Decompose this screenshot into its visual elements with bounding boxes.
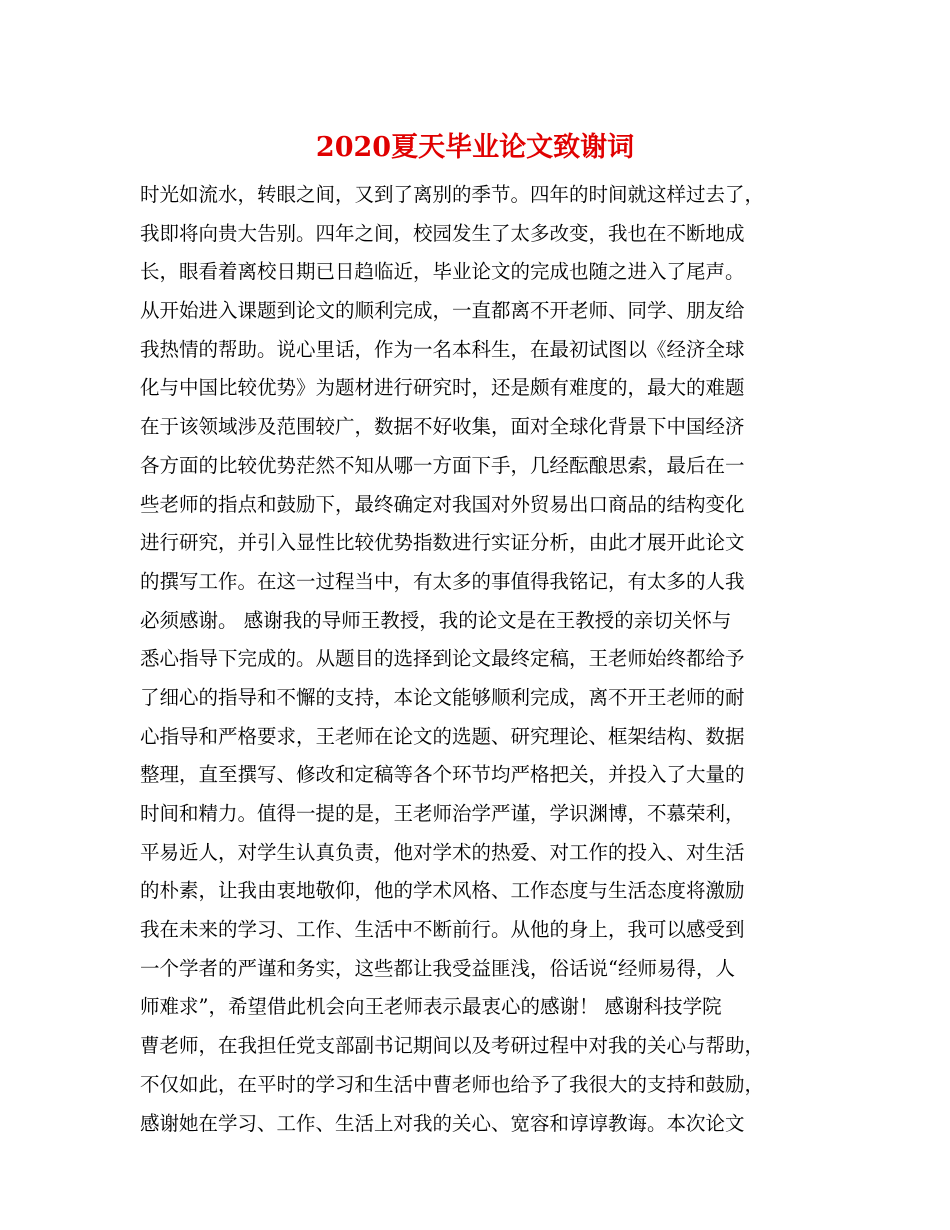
body-line: 一个学者的严谨和务实，这些都让我受益匪浅，俗话说“经师易得，人 bbox=[140, 956, 735, 980]
body-line: 进行研究，并引入显性比较优势指数进行实证分析，由此才展开此论文 bbox=[140, 531, 745, 555]
body-line: 我在未来的学习、工作、生活中不断前行。从他的身上，我可以感受到 bbox=[140, 918, 745, 942]
body-line: 了细心的指导和不懈的支持，本论文能够顺利完成，离不开王老师的耐 bbox=[140, 685, 745, 709]
body-line: 时光如流水，转眼之间，又到了离别的季节。四年的时间就这样过去了， bbox=[140, 183, 765, 206]
body-line: 从开始进入课题到论文的顺利完成，一直都离不开老师、同学、朋友给 bbox=[140, 299, 745, 323]
body-line: 时间和精力。值得一提的是，王老师治学严谨，学识渊博，不慕荣利， bbox=[140, 802, 745, 825]
body-line: 化与中国比较优势》为题材进行研究时，还是颇有难度的，最大的难题 bbox=[140, 376, 745, 400]
body-line: 在于该领域涉及范围较广，数据不好收集，面对全球化背景下中国经济 bbox=[140, 415, 745, 439]
body-line: 我热情的帮助。说心里话，作为一名本科生，在最初试图以《经济全球 bbox=[140, 337, 745, 361]
body-line: 感谢她在学习、工作、生活上对我的关心、宽容和谆谆教诲。本次论文 bbox=[140, 1111, 745, 1135]
body-line: 的朴素，让我由衷地敬仰，他的学术风格、工作态度与生活态度将激励 bbox=[140, 879, 745, 903]
document-body bbox=[140, 176, 820, 1143]
body-line: 整理，直至撰写、修改和定稿等各个环节均严格把关，并投入了大量的 bbox=[140, 763, 745, 787]
document-title: 2020夏天毕业论文致谢词 bbox=[315, 132, 635, 163]
body-line: 必须感谢。 感谢我的导师王教授，我的论文是在王教授的亲切关怀与 bbox=[140, 608, 732, 632]
body-line: 悉心指导下完成的。从题目的选择到论文最终定稿，王老师始终都给予 bbox=[140, 647, 745, 671]
body-line: 长，眼看着离校日期已日趋临近，毕业论文的完成也随之进入了尾声。 bbox=[140, 260, 745, 284]
body-line: 平易近人，对学生认真负责，他对学术的热爱、对工作的投入、对生活 bbox=[140, 840, 745, 864]
body-line: 些老师的指点和鼓励下，最终确定对我国对外贸易出口商品的结构变化 bbox=[140, 492, 745, 516]
body-line: 的撰写工作。在这一过程当中，有太多的事值得我铭记，有太多的人我 bbox=[140, 569, 745, 593]
body-line: 曹老师，在我担任党支部副书记期间以及考研过程中对我的关心与帮助， bbox=[140, 1034, 765, 1058]
body-line: 师难求”，希望借此机会向王老师表示最衷心的感谢！ 感谢科技学院 bbox=[140, 995, 722, 1019]
body-line: 我即将向贵大告别。四年之间，校园发生了太多改变，我也在不断地成 bbox=[140, 221, 745, 245]
body-line: 各方面的比较优势茫然不知从哪一方面下手，几经酝酿思索，最后在一 bbox=[140, 453, 745, 477]
body-line: 不仅如此，在平时的学习和生活中曹老师也给予了我很大的支持和鼓励， bbox=[140, 1072, 765, 1096]
body-line: 心指导和严格要求，王老师在论文的选题、研究理论、框架结构、数据 bbox=[140, 724, 745, 748]
